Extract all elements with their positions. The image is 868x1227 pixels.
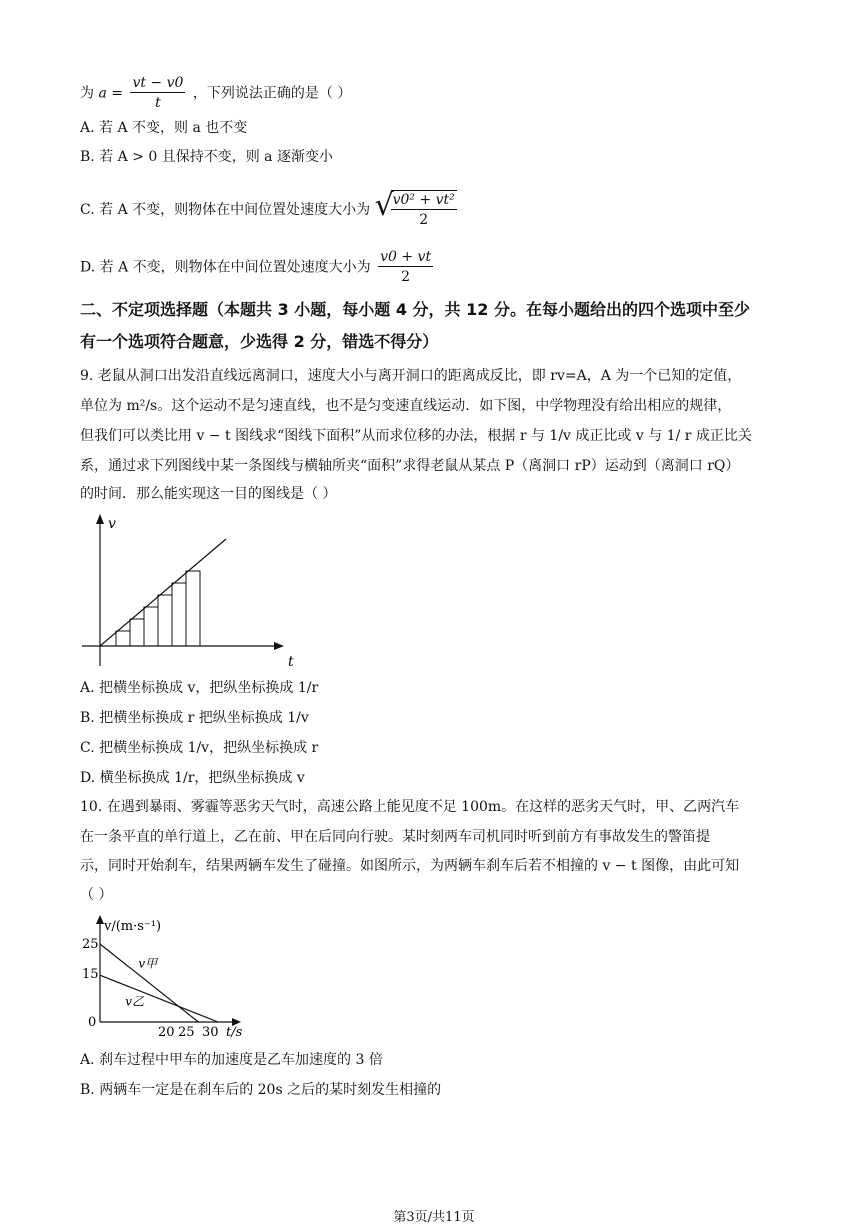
q8-option-a: A. 若 A 不变，则 a 也不变	[80, 120, 248, 136]
q8-option-b: B. 若 A > 0 且保持不变，则 a 逐渐变小	[80, 149, 333, 165]
q10-chart-ytick-0: 0	[88, 1015, 97, 1030]
q9-graph-x-arrow	[274, 642, 284, 650]
q8-stem-prefix: 为	[80, 85, 94, 102]
q8-option-d-text: D. 若 A 不变，则物体在中间位置处速度大小为	[80, 259, 371, 276]
q8-formula-den: t	[155, 95, 161, 111]
q10-chart-xtick-25: 25	[178, 1025, 195, 1040]
q8-option-c-sqrt: √ $\frac{\text{v0² + vt²}}{2}$	[374, 188, 455, 228]
q10-chart-ytick-25: 25	[82, 937, 99, 952]
q9-line-3: 但我们可以类比用 v − t 图线求“图线下面积”从而求位移的办法，根据 r 与 1/v 成正比或 v 与 1/ r 成正比关	[80, 428, 752, 444]
q10-chart-xtick-30: 30	[202, 1025, 219, 1040]
q8-stem	[80, 74, 351, 113]
q9-graph-y-arrow	[96, 514, 104, 524]
q8-option-c-num: v0² + vt²	[392, 192, 455, 208]
q10-option-b: B. 两辆车一定是在刹车后的 20s 之后的某时刻发生相撞的	[80, 1082, 442, 1098]
q9-line-5: 的时间．那么能实现这一目的图线是（ ）	[80, 486, 337, 502]
q8-formula-lhs: a =	[98, 85, 123, 102]
q10-chart-y-arrow	[96, 915, 104, 924]
q9-line-4: 系，通过求下列图线中某一条图线与横轴所夹“面积”求得老鼠从某点 P（离洞口 rP）运动到（离洞口 rQ）	[80, 458, 740, 474]
q9-option-d: D. 横坐标换成 1/r，把纵坐标换成 v	[80, 770, 305, 786]
q8-formula-num: vt − v0	[132, 75, 184, 91]
q8-option-d	[80, 248, 436, 287]
q9-graph-line	[100, 539, 226, 646]
q9-graph-bar	[144, 607, 158, 646]
q10-chart-ytick-15: 15	[82, 967, 99, 982]
q8-option-c	[80, 190, 460, 230]
q9-graph-bar	[158, 595, 172, 646]
q8-option-d-fraction	[378, 248, 433, 287]
q9-graph	[78, 512, 318, 672]
q10-series-line-yi	[100, 975, 218, 1022]
q9-graph-y-label: v	[108, 516, 116, 532]
q8-stem-suffix: ，下列说法正确的是（ ）	[192, 85, 352, 102]
q9-graph-bar	[130, 619, 144, 646]
q8-option-d-den: 2	[401, 269, 411, 285]
page-footer: 第3页/共11页	[393, 1210, 475, 1225]
q10-option-a: A. 刹车过程中甲车的加速度是乙车加速度的 3 倍	[80, 1052, 383, 1068]
q9-line-2: 单位为 m²/s。这个运动不是匀速直线，也不是匀变速直线运动．如下图，中学物理没有给出相应的规律，	[80, 398, 732, 414]
q9-option-c: C. 把横坐标换成 1/v，把纵坐标换成 r	[80, 740, 319, 756]
q9-line-1: 9. 老鼠从洞口出发沿直线远离洞口，速度大小与离开洞口的距离成反比，即 rv=A，A 为一个已知的定值，	[80, 368, 742, 384]
section2-heading-line1: 二、不定项选择题（本题共 3 小题，每小题 4 分，共 12 分。在每小题给出的四个选项中至少	[80, 300, 750, 319]
q10-line-1: 10. 在遇到暴雨、雾霾等恶劣天气时，高速公路上能见度不足 100m。在这样的恶劣天气时，甲、乙两汽车	[80, 799, 740, 815]
q10-chart-xtick-20: 20	[158, 1025, 175, 1040]
q10-series-label-yi: v乙	[125, 994, 145, 1009]
q10-chart-ylabel: v/(m·s⁻¹)	[104, 919, 162, 934]
q10-line-2: 在一条平直的单行道上，乙在前、甲在后同向行驶。某时刻两车司机同时听到前方有事故发生的警笛提	[80, 829, 710, 845]
q9-graph-bar	[172, 583, 186, 646]
q9-graph-bar	[186, 571, 200, 646]
q10-line-4: （ ）	[80, 887, 113, 903]
section2-heading-line2: 有一个选项符合题意，少选得 2 分，错选不得分）	[80, 332, 439, 351]
q10-chart-xlabel: t/s	[226, 1025, 243, 1040]
q10-chart	[78, 912, 258, 1044]
q9-graph-x-label: t	[288, 654, 294, 670]
q9-graph-bar	[116, 631, 130, 646]
q9-option-a: A. 把横坐标换成 v，把纵坐标换成 1/r	[80, 680, 319, 696]
q8-option-d-num: v0 + vt	[380, 249, 432, 265]
q10-series-label-jia: v甲	[138, 956, 158, 971]
q10-line-3: 示，同时开始刹车，结果两辆车发生了碰撞。如图所示，为两辆车刹车后若不相撞的 v − t 图像，由此可知	[80, 858, 740, 874]
q8-formula-fraction	[130, 74, 185, 113]
q9-option-b: B. 把横坐标换成 r 把纵坐标换成 1/v	[80, 710, 309, 726]
q8-option-c-text: C. 若 A 不变，则物体在中间位置处速度大小为	[80, 202, 371, 218]
q8-option-c-den: 2	[419, 212, 429, 228]
